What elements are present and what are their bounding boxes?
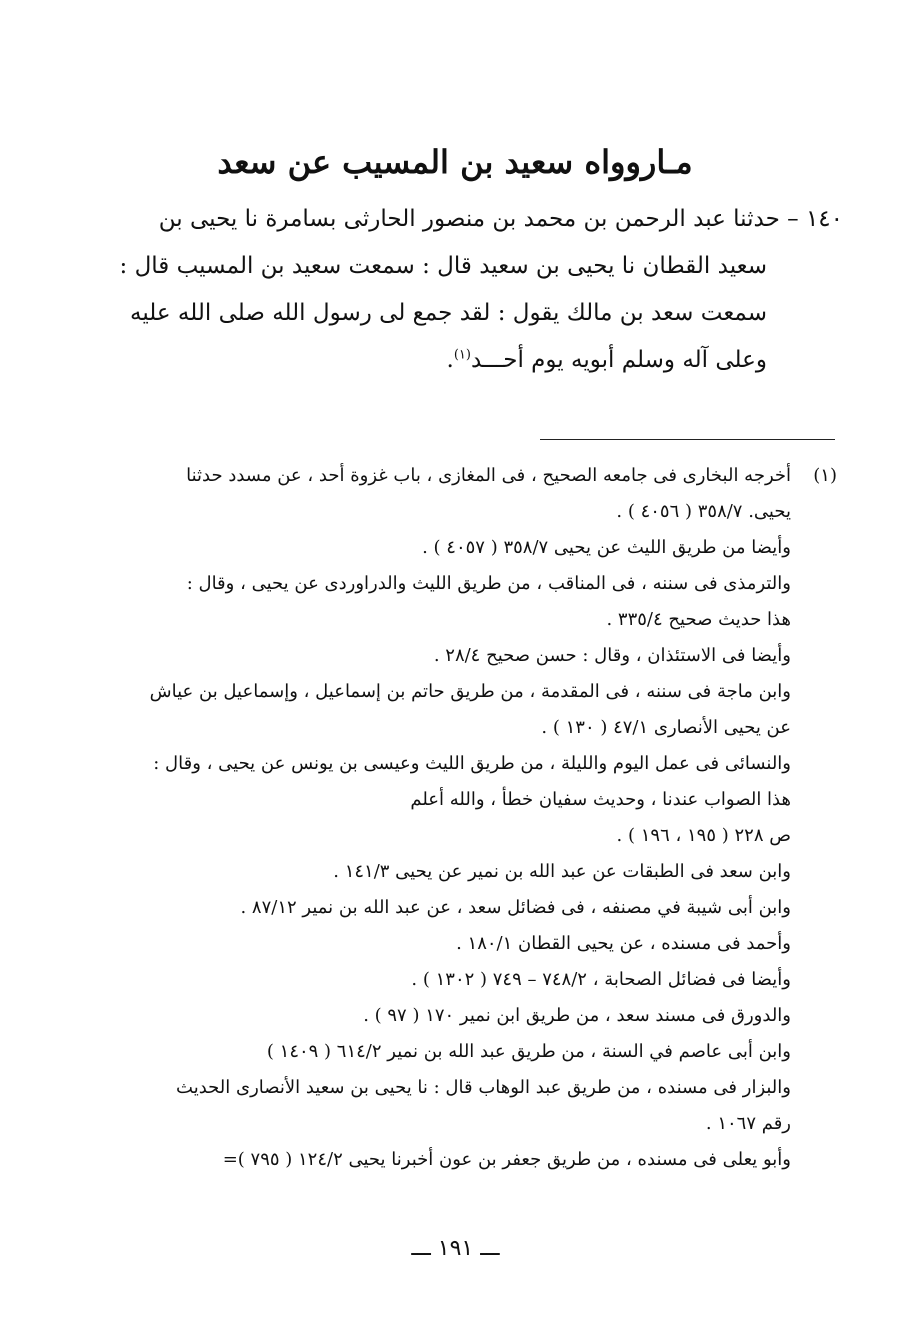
hadith-line: سمعت سعد بن مالك يقول : لقد جمع لى رسول الله صلى الله عليه [130, 300, 767, 326]
hadith-line: سعيد القطان نا يحيى بن سعيد قال : سمعت سعيد بن المسيب قال : [119, 253, 767, 279]
footnote-line-text: أخرجه البخارى فى جامعه الصحيح ، فى المغازى ، باب غزوة أحد ، عن مسدد حدثنا [186, 465, 791, 486]
hadith-text [119, 196, 843, 384]
footnote-line: والنسائى فى عمل اليوم والليلة ، من طريق الليث وعيسى بن يونس عن يحيى ، وقال : [153, 753, 791, 774]
footnote-line: والترمذى فى سننه ، فى المناقب ، من طريق الليث والدراوردى عن يحيى ، وقال : [186, 573, 791, 594]
footnote-line: وأحمد فى مسنده ، عن يحيى القطان ١٨٠/١ . [456, 933, 791, 954]
footnote-line: وابن سعد فى الطبقات عن عبد الله بن نمير عن يحيى ١٤١/٣ . [333, 861, 791, 882]
footnote-line: هذا الصواب عندنا ، وحديث سفيان خطأ ، والله أعلم [410, 789, 791, 810]
footnote-line: وابن ماجة فى سننه ، فى المقدمة ، من طريق حاتم بن إسماعيل ، وإسماعيل بن عياش [149, 681, 791, 702]
hadith-line [143, 196, 843, 243]
footnote-line: وأبو يعلى فى مسنده ، من طريق جعفر بن عون أخبرنا يحيى ١٢٤/٢ ( ٧٩٥ )= [222, 1149, 791, 1170]
footnote-line: وأيضا فى الاستئذان ، وقال : حسن صحيح ٢٨/٤ . [433, 645, 791, 666]
footnote-line: وابن أبى شيبة في مصنفه ، فى فضائل سعد ، عن عبد الله بن نمير ٨٧/١٢ . [240, 897, 791, 918]
footnote-divider [540, 439, 835, 440]
hadith-number: ١٤٠ – [787, 206, 843, 232]
footnote-line: يحيى. ٣٥٨/٧ ( ٤٠٥٦ ) . [616, 501, 791, 522]
page-number: ـــ ١٩١ ـــ [411, 1236, 500, 1261]
footnotes [137, 458, 837, 1178]
chapter-title: مـاروواه سعيد بن المسيب عن سعد [217, 143, 693, 181]
hadith-end-mark: . [446, 347, 454, 373]
footnote-line: ص ٢٢٨ ( ١٩٥ ، ١٩٦ ) . [616, 825, 791, 846]
footnote-line: هذا حديث صحيح ٣٣٥/٤ . [606, 609, 791, 630]
footnote-line: عن يحيى الأنصارى ٤٧/١ ( ١٣٠ ) . [541, 717, 791, 738]
hadith-line [143, 337, 843, 384]
footnote-line: رقم ١٠٦٧ . [705, 1113, 791, 1134]
footnote-line: والبزار فى مسنده ، من طريق عبد الوهاب قال : نا يحيى بن سعيد الأنصارى الحديث [176, 1077, 791, 1098]
footnote-reference: (١) [453, 347, 471, 363]
footnote-line: وابن أبى عاصم في السنة ، من طريق عبد الله بن نمير ٦١٤/٢ ( ١٤٠٩ ) [266, 1041, 791, 1062]
hadith-line-text: وعلى آله وسلم أبويه يوم أحـــد [470, 347, 767, 373]
footnote-line: والدورق فى مسند سعد ، من طريق ابن نمير ١٧٠ ( ٩٧ ) . [363, 1005, 791, 1026]
hadith-line-text: حدثنا عبد الرحمن بن محمد بن منصور الحارثى بسامرة نا يحيى بن [158, 206, 780, 232]
footnote-line: وأيضا فى فضائل الصحابة ، ٧٤٨/٢ – ٧٤٩ ( ١٣٠٢ ) . [411, 969, 791, 990]
footnote-marker: (١) [813, 465, 837, 486]
footnote-line: وأيضا من طريق الليث عن يحيى ٣٥٨/٧ ( ٤٠٥٧ ) . [422, 537, 791, 558]
footnote-line [137, 458, 837, 494]
